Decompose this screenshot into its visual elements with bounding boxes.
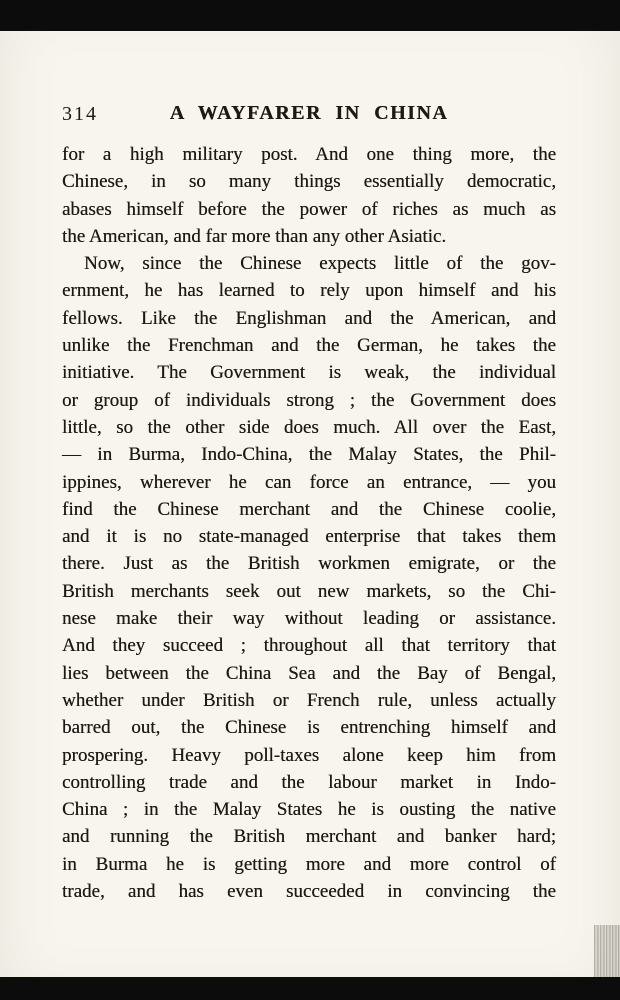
text-line: prospering. Heavy poll-taxes alone keep him from [62, 744, 556, 766]
text-line: barred out, the Chinese is entrenching himself and [62, 717, 556, 739]
text-line: whether under British or French rule, unless actually [62, 689, 556, 711]
text-line: and it is no state-managed enterprise that takes them [62, 526, 556, 548]
text-line: little, so the other side does much. All over the East, [62, 416, 556, 438]
text-line: the American, and far more than any other Asiatic. [62, 225, 447, 247]
text-line: find the Chinese merchant and the Chinese coolie, [62, 498, 556, 520]
running-head: A WAYFARER IN CHINA [169, 102, 449, 124]
text-line: And they succeed ; throughout all that territory that [62, 635, 556, 657]
page-content [62, 102, 556, 905]
text-line: abases himself before the power of riches as much as [62, 198, 556, 220]
text-line: in Burma he is getting more and more control of [62, 853, 556, 875]
text-line: lies between the China Sea and the Bay of Bengal, [62, 662, 556, 684]
body-text [62, 141, 556, 905]
text-line: fellows. Like the Englishman and the American, and [62, 307, 556, 329]
text-line: — in Burma, Indo-China, the Malay States, the Phil- [62, 444, 556, 466]
text-line: Chinese, in so many things essentially democratic, [62, 171, 556, 193]
text-line: trade, and has even succeeded in convincing the [62, 881, 556, 903]
text-line: British merchants seek out new markets, so the Chi- [62, 580, 556, 602]
text-line: China ; in the Malay States he is ousting the native [62, 799, 556, 821]
text-line: ippines, wherever he can force an entrance, — you [62, 471, 556, 493]
text-line: ernment, he has learned to rely upon himself and his [62, 280, 556, 302]
text-line: unlike the Frenchman and the German, he takes the [62, 335, 556, 357]
scan-edge-bottom [0, 977, 620, 1000]
text-line: there. Just as the British workmen emigrate, or the [62, 553, 556, 575]
text-line: Now, since the Chinese expects little of the gov- [84, 253, 556, 275]
text-line: initiative. The Government is weak, the individual [62, 362, 556, 384]
text-line: or group of individuals strong ; the Government does [62, 389, 556, 411]
text-line: controlling trade and the labour market in Indo- [62, 771, 556, 793]
scan-edge-top [0, 0, 620, 31]
page-header [62, 102, 556, 132]
text-line: nese make their way without leading or assistance. [62, 608, 556, 630]
text-line: for a high military post. And one thing more, the [62, 144, 556, 165]
page-number: 314 [62, 103, 98, 125]
text-line: and running the British merchant and banker hard; [62, 826, 556, 848]
scan-artifact [594, 925, 620, 977]
